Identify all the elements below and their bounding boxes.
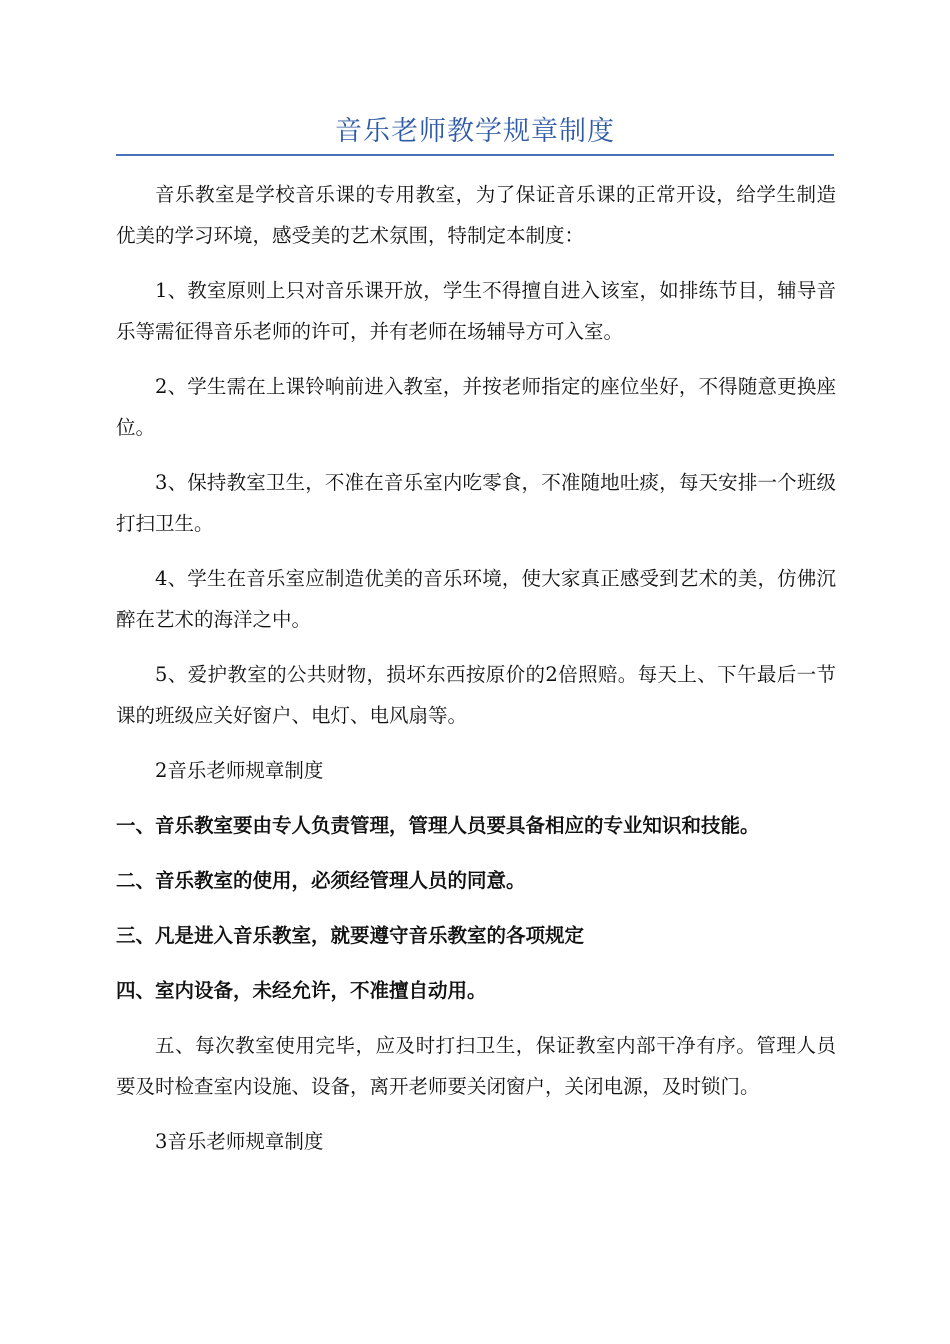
- paragraph-intro: 音乐教室是学校音乐课的专用教室，为了保证音乐课的正常开设，给学生制造优美的学习环境，感受美的艺术氛围，特制定本制度：: [116, 183, 836, 247]
- paragraph-rule-1: 1、教室原则上只对音乐课开放，学生不得擅自进入该室，如排练节目，辅导音乐等需征得音乐老师的许可，并有老师在场辅导方可入室。: [116, 279, 836, 343]
- paragraph-rule-4: 4、学生在音乐室应制造优美的音乐环境，使大家真正感受到艺术的美，仿佛沉醉在艺术的海洋之中。: [116, 567, 836, 631]
- paragraph-rule-5: 5、爱护教室的公共财物，损坏东西按原价的2倍照赔。每天上、下午最后一节课的班级应关好窗户、电灯、电风扇等。: [116, 663, 836, 727]
- paragraph-bold-2: 二、音乐教室的使用，必须经管理人员的同意。: [116, 869, 526, 892]
- section-heading-2: 2音乐老师规章制度: [155, 759, 324, 782]
- paragraph-bold-1: 一、音乐教室要由专人负责管理，管理人员要具备相应的专业知识和技能。: [116, 814, 760, 837]
- paragraph-bold-4: 四、室内设备，未经允许，不准擅自动用。: [116, 979, 487, 1002]
- title-underline: [116, 154, 834, 156]
- document-body: [116, 174, 836, 1162]
- paragraph-bold-3: 三、凡是进入音乐教室，就要遵守音乐教室的各项规定: [116, 924, 585, 947]
- section-heading-3: 3音乐老师规章制度: [155, 1130, 324, 1153]
- paragraph-rule-five: 五、每次教室使用完毕，应及时打扫卫生，保证教室内部干净有序。管理人员要及时检查室内设施、设备，离开老师要关闭窗户，关闭电源，及时锁门。: [116, 1034, 836, 1098]
- document-title: 音乐老师教学规章制度: [335, 116, 615, 147]
- paragraph-rule-3: 3、保持教室卫生，不准在音乐室内吃零食，不准随地吐痰，每天安排一个班级打扫卫生。: [116, 471, 836, 535]
- paragraph-rule-2: 2、学生需在上课铃响前进入教室，并按老师指定的座位坐好，不得随意更换座位。: [116, 375, 836, 439]
